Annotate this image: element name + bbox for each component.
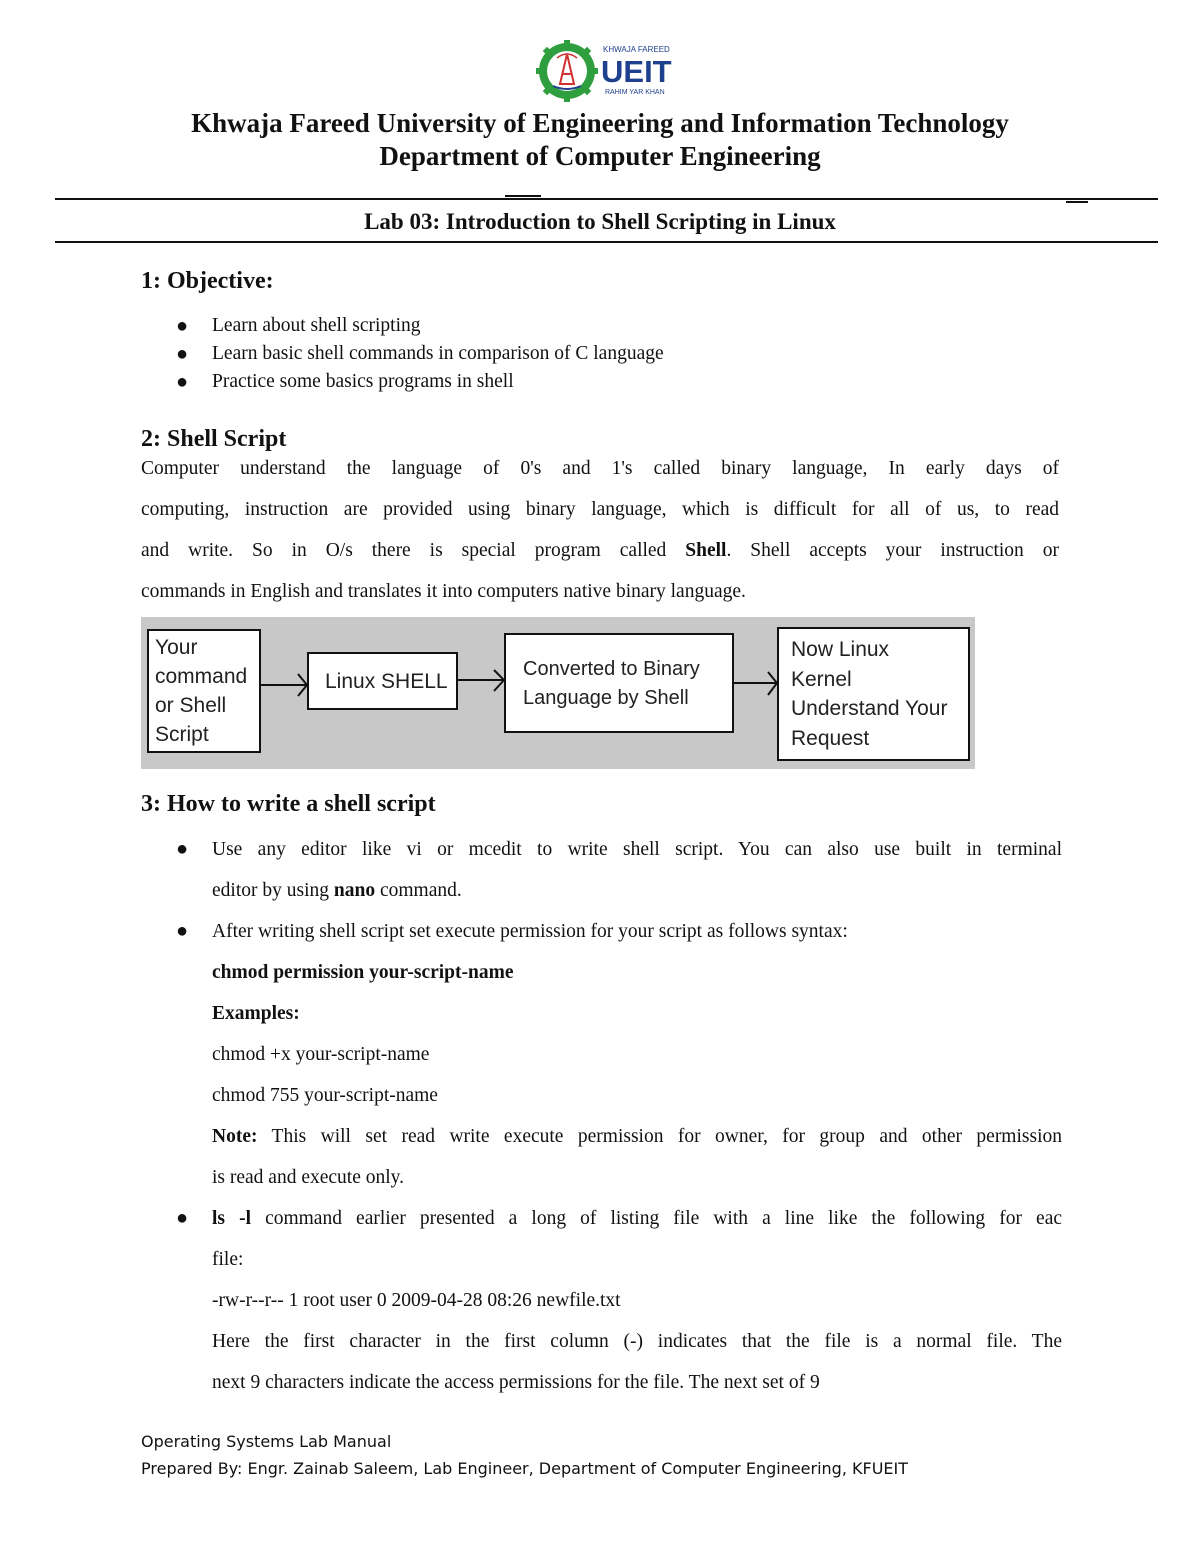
- list-item-text: file:: [212, 1249, 244, 1270]
- header-rule-bottom: [55, 241, 1158, 243]
- paragraph-text: . Shell accepts your instruction or: [726, 540, 1059, 561]
- objective-list: [172, 312, 1062, 396]
- university-name: Khwaja Fareed University of Engineering and Information Technology: [191, 108, 1009, 138]
- example-command: chmod 755 your-script-name: [212, 1085, 438, 1106]
- how-to-heading: 3: How to write a shell script: [141, 791, 436, 817]
- diagram-text: command: [155, 665, 248, 688]
- diagram-box-kernel: [777, 627, 970, 761]
- paragraph-text: and write. So in O/s there is special program called: [141, 540, 667, 561]
- paragraph-line: [141, 530, 1059, 571]
- diagram-text: Kernel: [791, 667, 852, 691]
- bullet-icon: ●: [175, 1207, 189, 1229]
- diagram-text: Language by Shell: [523, 687, 689, 709]
- file-listing-example: -rw-r--r-- 1 root user 0 2009-04-28 08:26 newfile.txt: [212, 1290, 621, 1311]
- diagram-text: Script: [155, 723, 209, 746]
- list-item-text: Here the first character in the first column (-) indicates that the file is a normal file. The: [212, 1331, 1062, 1352]
- diagram-text: or Shell: [155, 694, 227, 717]
- paragraph-line: computing, instruction are provided using binary language, which is difficult for all of us, to read: [141, 499, 1059, 520]
- diagram-text: Converted to Binary: [523, 658, 700, 680]
- logo-graphic: [535, 40, 685, 102]
- university-logo: [535, 40, 685, 102]
- bullet-icon: ●: [175, 920, 189, 942]
- paragraph-line: Computer understand the language of 0's and 1's called binary language, In early days of: [141, 458, 1059, 479]
- diagram-text: Linux SHELL: [325, 670, 448, 693]
- text-run: editor by using: [212, 880, 334, 901]
- ls-command: ls -l: [212, 1208, 251, 1229]
- diagram-text: Understand Your: [791, 697, 948, 720]
- diagram-text: Your: [155, 636, 198, 659]
- list-item-text: Learn basic shell commands in comparison of C language: [212, 343, 664, 364]
- list-item: [172, 368, 1062, 396]
- lab-title: Lab 03: Introduction to Shell Scripting in Linux: [364, 209, 836, 234]
- examples-label: Examples:: [212, 1003, 300, 1024]
- list-item-text: Use any editor like vi or mcedit to write shell script. You can also use built in terminal: [212, 839, 1062, 860]
- shell-flow-diagram: [141, 617, 975, 769]
- nano-command: nano: [333, 880, 376, 901]
- how-to-list: [172, 829, 1062, 1403]
- rule-tick: [505, 195, 541, 197]
- list-item: [172, 829, 1062, 911]
- diagram-text: Request: [791, 726, 870, 750]
- note-line: [212, 1116, 1062, 1157]
- department-name: Department of Computer Engineering: [379, 141, 821, 171]
- example-command: chmod +x your-script-name: [212, 1044, 430, 1065]
- logo-bottom-text: RAHIM YAR KHAN: [605, 89, 665, 96]
- shell-term: Shell: [685, 540, 727, 561]
- list-item-text: After writing shell script set execute permission for your script as follows syntax:: [212, 921, 848, 942]
- shell-script-heading: 2: Shell Script: [141, 426, 287, 452]
- chmod-syntax: chmod permission your-script-name: [212, 962, 514, 983]
- logo-main-text: UEIT: [601, 54, 672, 89]
- bullet-icon: ●: [175, 315, 189, 337]
- note-label: Note:: [212, 1126, 258, 1147]
- list-item-text: Practice some basics programs in shell: [212, 371, 514, 392]
- list-item: [172, 340, 1062, 368]
- shell-script-paragraph: [141, 448, 1059, 612]
- bullet-icon: ●: [175, 838, 189, 860]
- diagram-text: Now Linux: [791, 638, 890, 661]
- footer-prepared-by: Prepared By: Engr. Zainab Saleem, Lab Engineer, Department of Computer Engineering, KFUEIT: [141, 1459, 909, 1478]
- paragraph-line: commands in English and translates it into computers native binary language.: [141, 581, 746, 602]
- list-item-text: Learn about shell scripting: [212, 315, 421, 336]
- list-item: [172, 911, 1062, 1198]
- rule-tick: [1066, 201, 1088, 203]
- list-item-text: [212, 870, 1062, 911]
- list-item-text: [212, 1198, 1062, 1239]
- list-item-text: next 9 characters indicate the access permissions for the file. The next set of 9: [212, 1372, 820, 1393]
- bullet-icon: ●: [175, 371, 189, 393]
- text-run: command.: [375, 880, 462, 901]
- list-item: [172, 1198, 1062, 1403]
- diagram-box-linux-shell: [307, 652, 458, 710]
- diagram-box-binary: [504, 633, 734, 733]
- text-run: command earlier presented a long of listing file with a line like the following for eac: [251, 1208, 1062, 1229]
- objective-heading: 1: Objective:: [141, 268, 274, 294]
- logo-top-text: KHWAJA FAREED: [603, 45, 670, 54]
- header-rule-top: [55, 198, 1158, 200]
- diagram-box-command: [147, 629, 261, 753]
- list-item: [172, 312, 1062, 340]
- footer-manual-title: Operating Systems Lab Manual: [141, 1432, 392, 1451]
- bullet-icon: ●: [175, 343, 189, 365]
- note-line: is read and execute only.: [212, 1167, 405, 1188]
- text-run: This will set read write execute permission for owner, for group and other permission: [257, 1126, 1062, 1147]
